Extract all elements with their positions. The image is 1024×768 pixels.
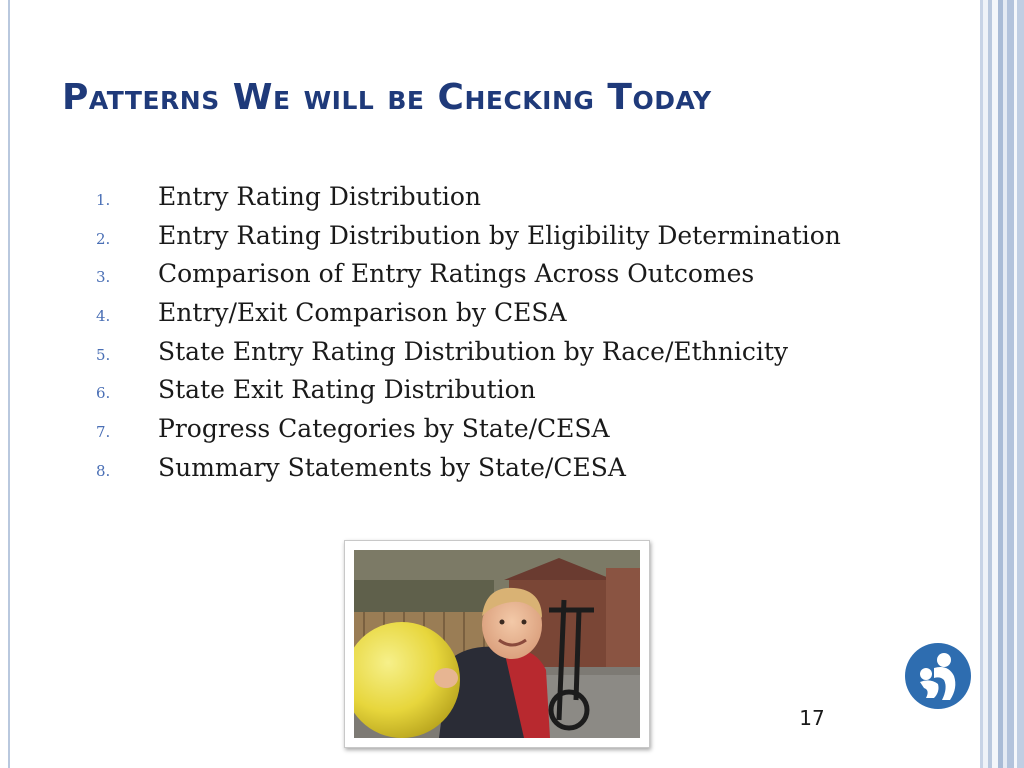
- list-item: [96, 333, 841, 372]
- parent-and-child-icon: [904, 642, 972, 710]
- list-item: [96, 178, 841, 217]
- right-decorative-stripes: [980, 0, 1024, 768]
- list-item: [96, 294, 841, 333]
- photo-frame: [344, 540, 650, 748]
- list-item-label: Comparison of Entry Ratings Across Outcomes: [158, 259, 755, 289]
- child-with-ball-photo: [354, 550, 640, 738]
- slide-title: Patterns We will be Checking Today: [62, 77, 712, 118]
- list-item-number: 6.: [96, 384, 111, 403]
- list-item-number: 5.: [96, 345, 111, 364]
- list-item-number: 4.: [96, 307, 111, 326]
- list-item-label: Entry Rating Distribution by Eligibility Determination: [158, 220, 841, 250]
- list-item-number: 1.: [96, 191, 111, 209]
- list-item: [96, 255, 841, 294]
- list-item-number: 3.: [96, 268, 111, 287]
- list-item-label: Summary Statements by State/CESA: [158, 452, 626, 482]
- list-item-label: State Exit Rating Distribution: [158, 375, 536, 405]
- left-border: [8, 0, 10, 768]
- list-item: [96, 449, 841, 488]
- list-item-label: State Entry Rating Distribution by Race/Ethnicity: [158, 336, 789, 366]
- page-number: 17: [799, 706, 825, 730]
- list-item-label: Entry Rating Distribution: [158, 182, 481, 211]
- list-item: [96, 217, 841, 256]
- pattern-list: [96, 178, 841, 488]
- list-item-number: 2.: [96, 229, 111, 248]
- list-item: [96, 410, 841, 449]
- list-item-label: Progress Categories by State/CESA: [158, 414, 610, 444]
- list-item-label: Entry/Exit Comparison by CESA: [158, 298, 567, 328]
- list-item-number: 7.: [96, 423, 111, 442]
- list-item-number: 8.: [96, 461, 111, 480]
- list-item: [96, 371, 841, 410]
